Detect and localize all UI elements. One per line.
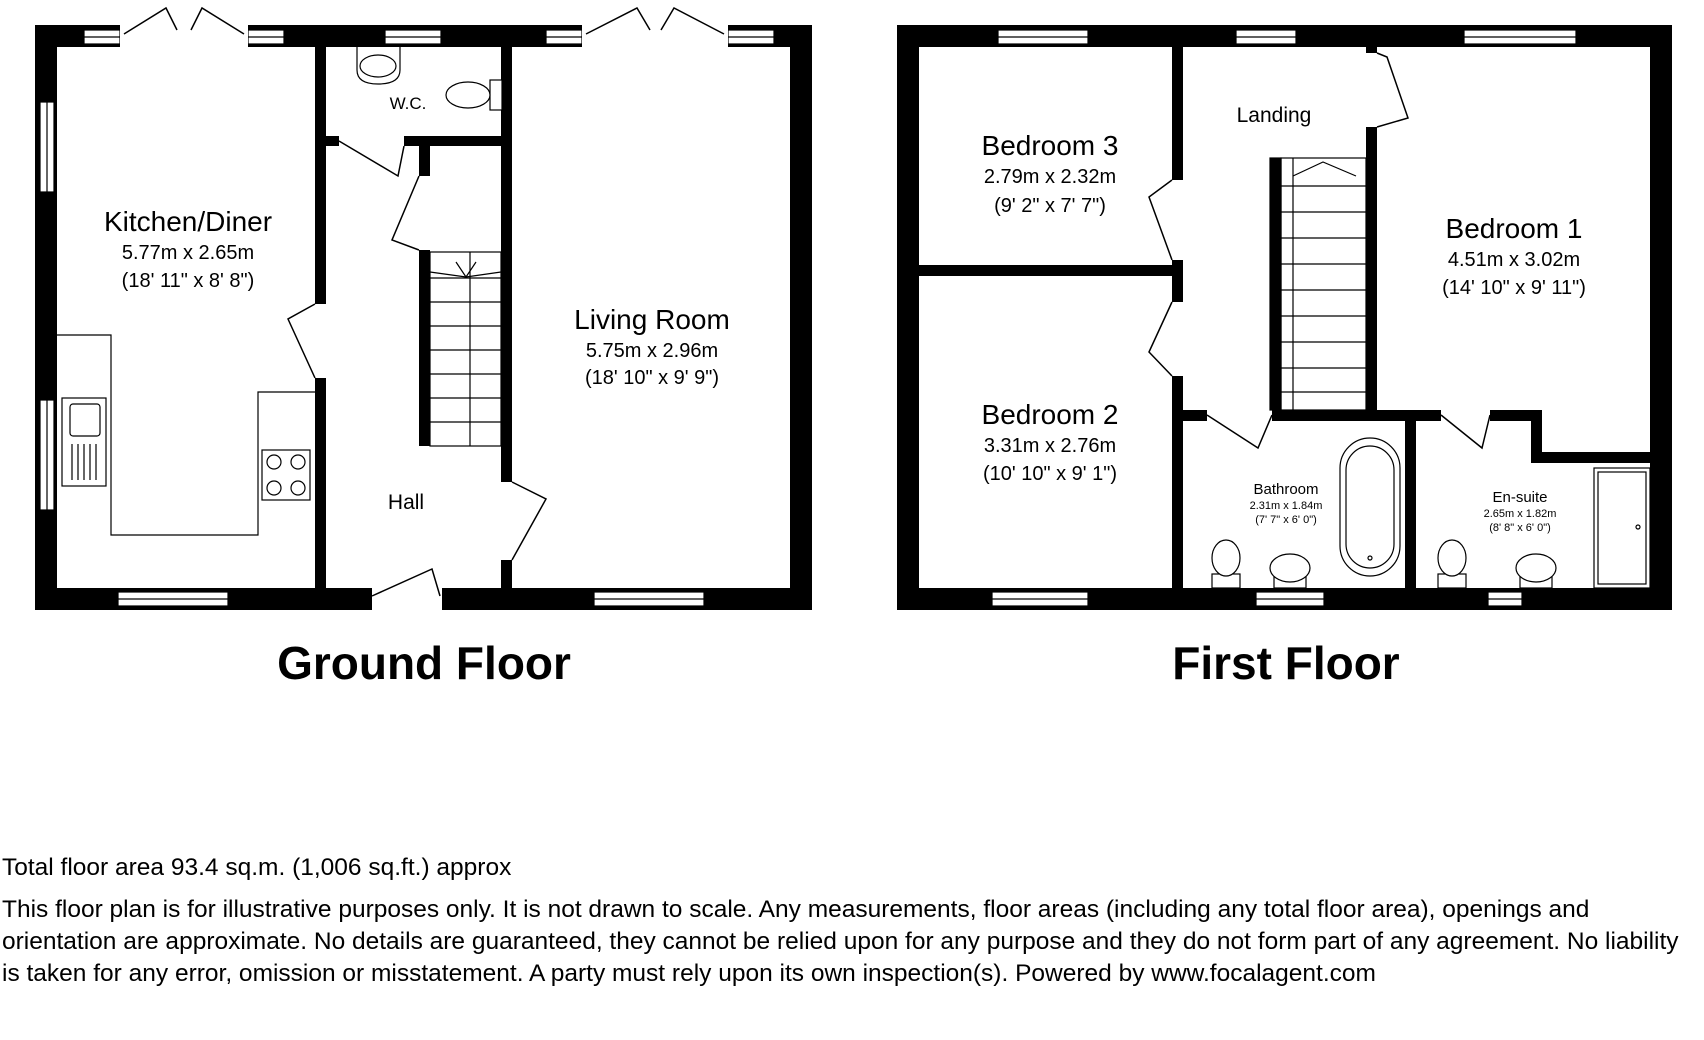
disclaimer-text: This floor plan is for illustrative purposes only. It is not drawn to scale. Any measurements, floor areas (including any total floor area), openings and orientation are approximate. No details are guaranteed, they cannot be relied upon for any purpose and they do not form part of any agreement. No liability is taken for any error, omission or misstatement. A party must rely upon its own inspection(s). Powered by www.focalagent.com [2, 896, 1679, 987]
window-landing [1236, 30, 1296, 44]
wc-name: W.C. [389, 94, 427, 113]
first-floor-plan [897, 25, 1672, 689]
window-living-top-left [546, 30, 582, 44]
first-floor-doors [1149, 53, 1490, 448]
bedroom3-metric: 2.79m x 2.32m [983, 166, 1117, 188]
bedroom1-metric: 4.51m x 3.02m [1447, 249, 1581, 271]
bathroom-metric: 2.31m x 1.84m [1249, 500, 1323, 512]
window-kitchen-bottom [118, 592, 228, 606]
wc-fittings [357, 47, 502, 110]
window-kitchen-left-bottom [40, 400, 54, 510]
ground-floor-title: Ground Floor [277, 637, 571, 689]
living-name: Living Room [574, 304, 730, 335]
ensuite-imperial: (8' 8" x 6' 0") [1489, 522, 1551, 534]
bedroom1-imperial: (14' 10" x 9' 11") [1442, 277, 1586, 299]
kitchen-metric: 5.77m x 2.65m [121, 242, 255, 264]
first-floor-title: First Floor [1172, 637, 1400, 689]
window-bedroom2 [992, 592, 1088, 606]
bedroom3-imperial: (9' 2" x 7' 7") [994, 195, 1106, 217]
ensuite-name: En-suite [1492, 489, 1548, 506]
window-kitchen-left-top [40, 102, 54, 192]
bedroom1-name: Bedroom 1 [1445, 213, 1583, 244]
kitchen-fittings [57, 335, 315, 535]
kitchen-name: Kitchen/Diner [103, 206, 273, 237]
bathroom-fittings [1212, 438, 1400, 588]
footer-notes [2, 852, 1702, 990]
window-living-top-right [728, 30, 774, 44]
living-imperial: (18' 10" x 9' 9") [584, 367, 720, 389]
bedroom2-name: Bedroom 2 [981, 399, 1119, 430]
window-kitchen-top-left [84, 30, 120, 44]
window-living-bottom [594, 592, 704, 606]
window-kitchen-top-right [248, 30, 284, 44]
landing-name: Landing [1236, 104, 1312, 127]
bathroom-imperial: (7' 7" x 6' 0") [1255, 514, 1317, 526]
window-wc-top [385, 30, 441, 44]
ground-floor-stairs [430, 252, 501, 446]
kitchen-imperial: (18' 11" x 8' 8") [121, 270, 255, 292]
living-metric: 5.75m x 2.96m [585, 340, 719, 362]
hall-name: Hall [387, 491, 425, 514]
window-bathroom [1256, 592, 1324, 606]
first-floor-stairs [1270, 158, 1366, 410]
ensuite-metric: 2.65m x 1.82m [1483, 508, 1557, 520]
ground-floor-plan [35, 8, 812, 689]
total-floor-area: Total floor area 93.4 sq.m. (1,006 sq.ft.) approx [2, 854, 512, 881]
bedroom2-metric: 3.31m x 2.76m [983, 435, 1117, 457]
bedroom3-name: Bedroom 3 [981, 130, 1119, 161]
bedroom2-imperial: (10' 10" x 9' 1") [982, 463, 1118, 485]
window-ensuite [1488, 592, 1522, 606]
window-bedroom1 [1464, 30, 1576, 44]
bathroom-name: Bathroom [1253, 481, 1319, 498]
window-bedroom3 [998, 30, 1088, 44]
